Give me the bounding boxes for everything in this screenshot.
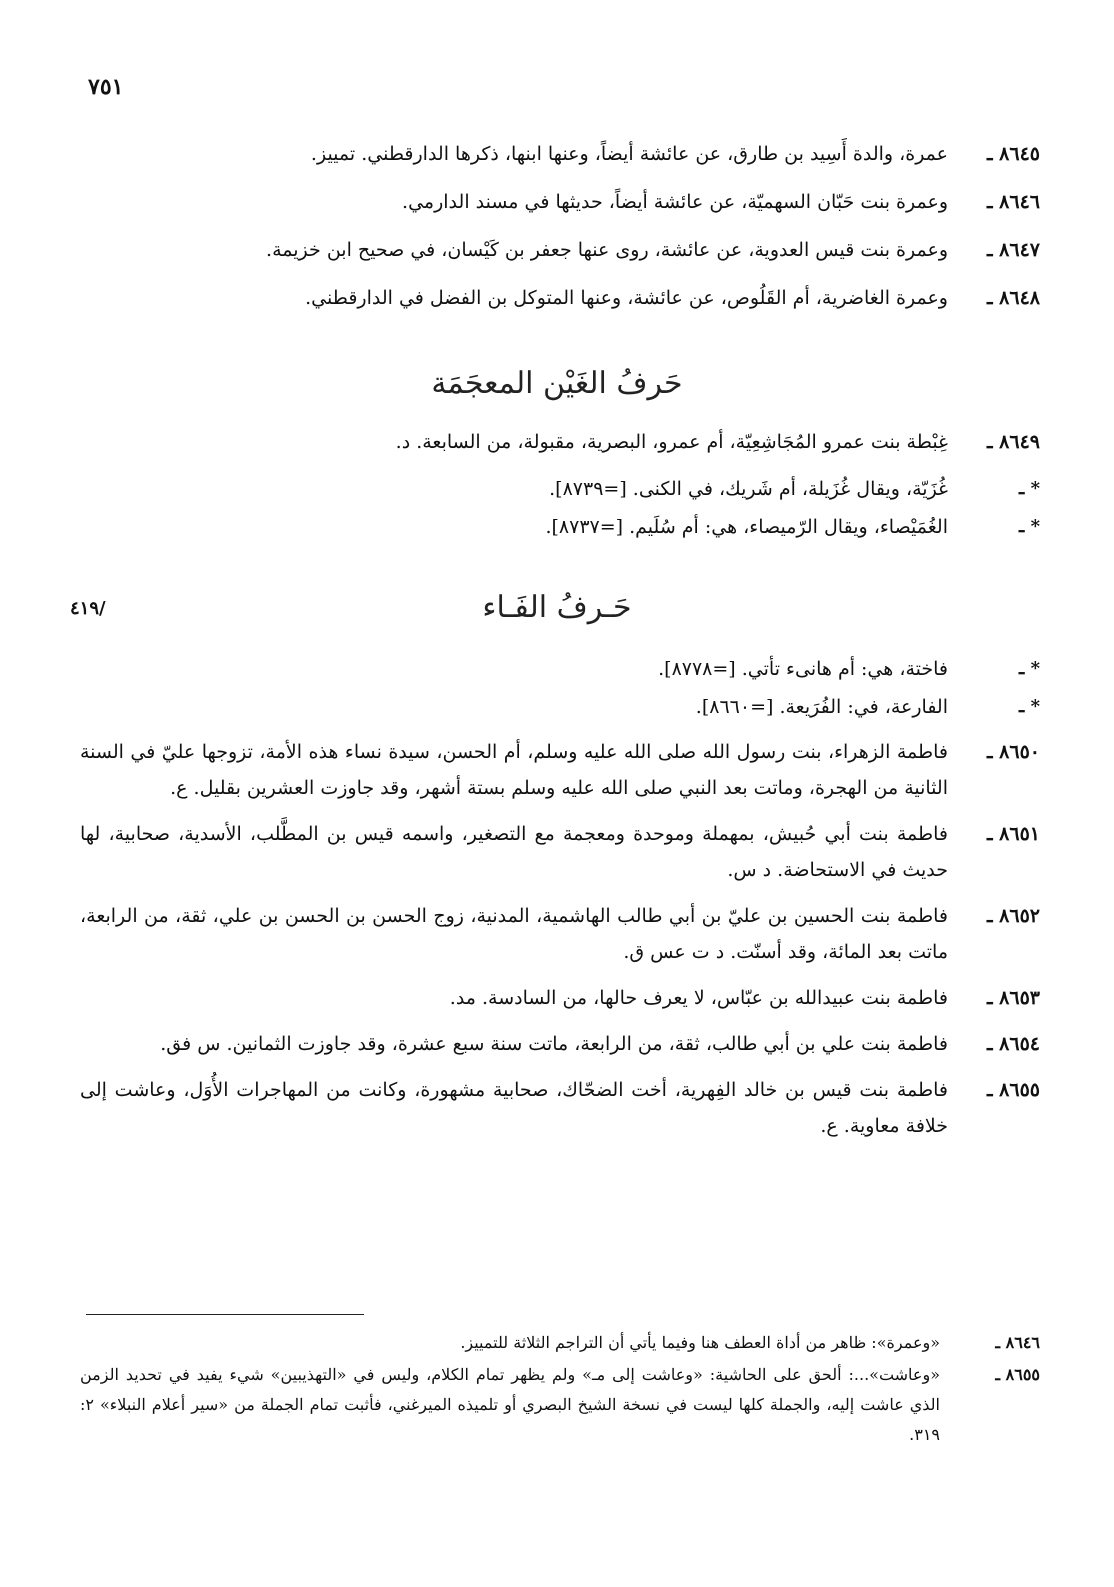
section-fa-entries	[80, 652, 1040, 1154]
entry-8649	[80, 424, 1040, 460]
footnotes	[80, 1328, 1040, 1452]
entry-8652	[80, 898, 1040, 970]
cross-reference	[80, 690, 1040, 724]
cross-reference	[80, 652, 1040, 686]
footnote	[80, 1360, 1040, 1450]
section-heading-fa: حَـرفُ الفَـاء	[482, 590, 632, 625]
footnote-text: «وعمرة»: ظاهر من أداة العطف هنا وفيما يأتي أن التراجم الثلاثة للتمييز.	[460, 1333, 940, 1352]
entry-number: ٨٦٤٦ ـ	[986, 191, 1040, 213]
cross-reference-marker: * ـ	[1019, 696, 1040, 717]
entry-number: ٨٦٥٣ ـ	[986, 987, 1040, 1009]
entry-8646	[80, 184, 1040, 220]
cross-reference	[80, 472, 1040, 506]
entry-text: فاطمة الزهراء، بنت رسول الله صلى الله عليه وسلم، أم الحسن، سيدة نساء هذه الأمة، تزوجها عليّ في السنة الثانية من الهجرة، وماتت بعد النبي صلى الله عليه وسلم بستة أشهر، وقد جاوزت العشرين بقليل. ع.	[80, 741, 948, 799]
cross-reference-marker: * ـ	[1019, 516, 1040, 537]
cross-reference-marker: * ـ	[1019, 658, 1040, 679]
cross-reference	[80, 510, 1040, 544]
entry-text: فاطمة بنت أبي حُبيش، بمهملة وموحدة ومعجمة مع التصغير، واسمه قيس بن المطَّلب، الأسدية، صحابية، لها حديث في الاستحاضة. د س.	[80, 823, 948, 881]
entry-number: ٨٦٤٨ ـ	[986, 287, 1040, 309]
footnote	[80, 1328, 1040, 1358]
entry-text: غِبْطة بنت عمرو المُجَاشِعِيّة، أم عمرو، البصرية، مقبولة، من السابعة. د.	[395, 431, 948, 453]
cross-reference-marker: * ـ	[1019, 478, 1040, 499]
entries-top	[80, 136, 1040, 328]
entry-number: ٨٦٤٩ ـ	[986, 431, 1040, 453]
entry-text: وعمرة بنت قيس العدوية، عن عائشة، روى عنها جعفر بن كَيْسان، في صحيح ابن خزيمة.	[266, 239, 948, 261]
entry-text: فاطمة بنت قيس بن خالد الفِهرية، أخت الضحّاك، صحابية مشهورة، وكانت من المهاجرات الأُوَل، وعاشت إلى خلافة معاوية. ع.	[80, 1079, 948, 1137]
footnote-number: ٨٦٥٥ ـ	[995, 1365, 1040, 1384]
margin-page-marker: /٤١٩	[70, 598, 106, 619]
entry-8655	[80, 1072, 1040, 1144]
footnote-number: ٨٦٤٦ ـ	[995, 1333, 1040, 1352]
entry-number: ٨٦٥٥ ـ	[986, 1079, 1040, 1101]
entry-text: وعمرة الغاضرية، أم القَلُوص، عن عائشة، وعنها المتوكل بن الفضل في الدارقطني.	[305, 287, 948, 309]
entry-text: فاطمة بنت عبيدالله بن عبّاس، لا يعرف حالها، من السادسة. مد.	[449, 987, 948, 1009]
entry-number: ٨٦٥٤ ـ	[986, 1033, 1040, 1055]
cross-reference-text: الفارعة، في: الفُرَيعة. [=٨٦٦٠].	[695, 696, 948, 718]
entry-text: فاطمة بنت علي بن أبي طالب، ثقة، من الرابعة، ماتت سنة سبع عشرة، وقد جاوزت الثمانين. س فق.	[160, 1033, 948, 1055]
section-ghain-entries	[80, 424, 1040, 548]
page-number: ٧٥١	[88, 74, 124, 100]
entry-8653	[80, 980, 1040, 1016]
entry-8650	[80, 734, 1040, 806]
entry-number: ٨٦٤٥ ـ	[986, 143, 1040, 165]
entry-number: ٨٦٥٠ ـ	[986, 741, 1040, 763]
entry-8647	[80, 232, 1040, 268]
cross-reference-text: غُزَيّة، ويقال غُزَيلة، أم شَريك، في الكنى. [=٨٧٣٩].	[549, 478, 948, 500]
entry-8648	[80, 280, 1040, 316]
entry-text: عمرة، والدة أَسِيد بن طارق، عن عائشة أيضاً، وعنها ابنها، ذكرها الدارقطني. تمييز.	[310, 143, 948, 165]
entry-text: وعمرة بنت حَبّان السهميّة، عن عائشة أيضاً، حديثها في مسند الدارمي.	[402, 191, 948, 213]
cross-reference-text: الغُمَيْصاء، ويقال الرّميصاء، هي: أم سُلَيم. [=٨٧٣٧].	[545, 516, 948, 538]
entry-8651	[80, 816, 1040, 888]
entry-8645	[80, 136, 1040, 172]
section-heading-ghain: حَرفُ الغَيْن المعجَمَة	[431, 366, 683, 401]
entry-text: فاطمة بنت الحسين بن عليّ بن أبي طالب الهاشمية، المدنية، زوج الحسن بن الحسن بن علي، ثقة، من الرابعة، ماتت بعد المائة، وقد أسنّت. د ت عس ق.	[80, 905, 948, 963]
cross-reference-text: فاختة، هي: أم هانىء تأتي. [=٨٧٧٨].	[658, 658, 948, 680]
footnote-text: «وعاشت»...: ألحق على الحاشية: «وعاشت إلى مـ» ولم يظهر تمام الكلام، وليس في «التهذيبين» شيء يفيد في تحديد الزمن الذي عاشت إليه، والجملة كلها ليست في نسخة الشيخ البصري أو تلميذه الميرغني، فأثبت تمام الجملة من «سير أعلام النبلاء» ٢: ٣١٩.	[80, 1365, 940, 1444]
entry-8654	[80, 1026, 1040, 1062]
entry-number: ٨٦٥٢ ـ	[986, 905, 1040, 927]
entry-number: ٨٦٤٧ ـ	[986, 239, 1040, 261]
entry-number: ٨٦٥١ ـ	[986, 823, 1040, 845]
footnote-divider	[86, 1314, 364, 1315]
